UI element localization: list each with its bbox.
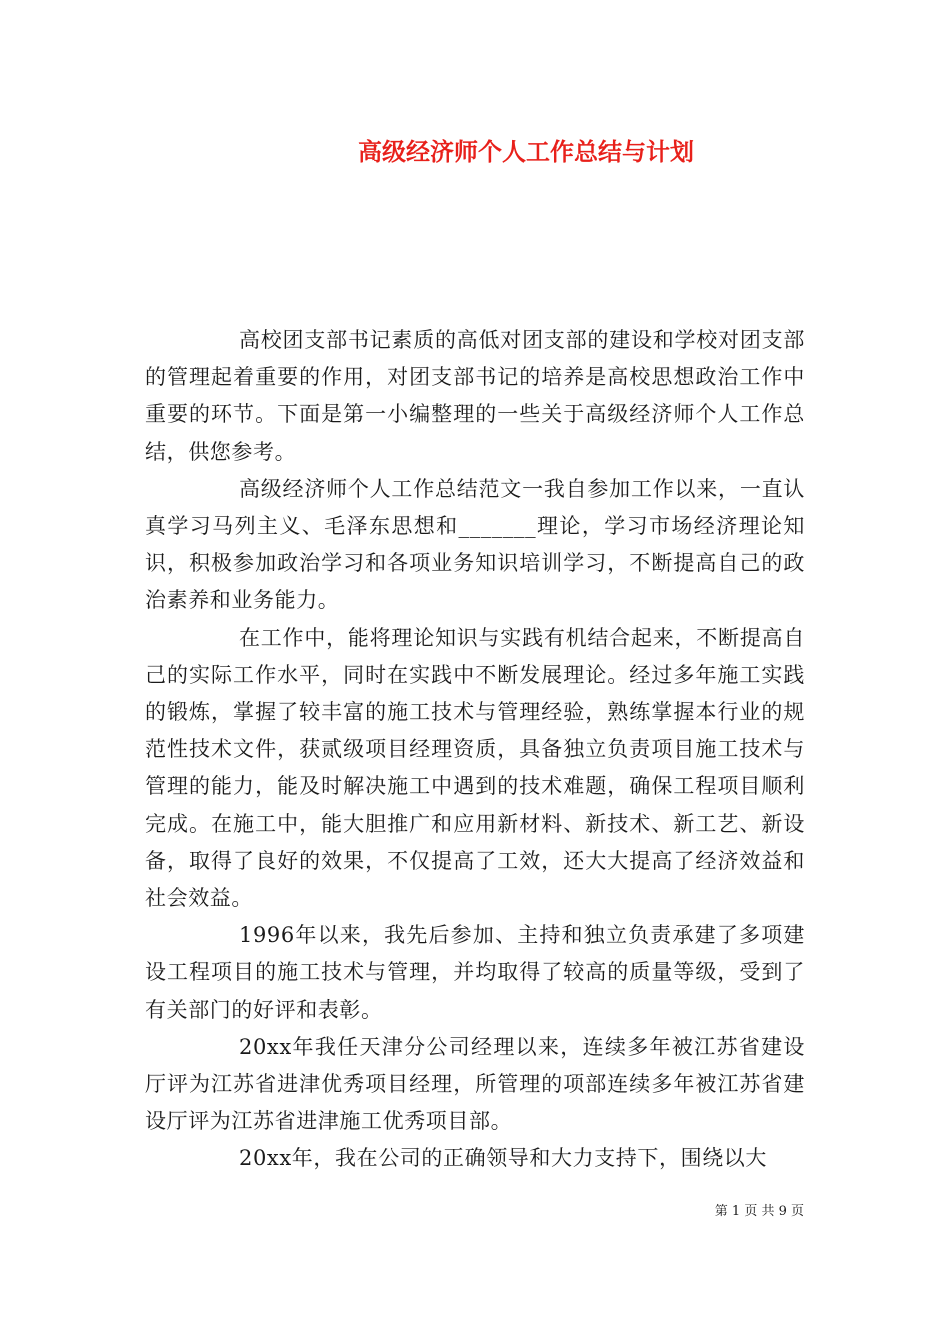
paragraph-tianjin: 20xx年我任天津分公司经理以来，连续多年被江苏省建设厅评为江苏省进津优秀项目经理，所管理的项部连续多年被江苏省建设厅评为江苏省进津施工优秀项目部。 — [145, 1034, 805, 1134]
paragraph-1996: 1996年以来，我先后参加、主持和独立负责承建了多项建设工程项目的施工技术与管理，并均取得了较高的质量等级，受到了有关部门的好评和表彰。 — [145, 923, 805, 1022]
document-title: 高级经济师个人工作总结与计划 — [358, 137, 694, 166]
document-body — [145, 322, 805, 1178]
paragraph-work-practice: 在工作中，能将理论知识与实践有机结合起来，不断提高自己的实际工作水平，同时在实践中不断发展理论。经过多年施工实践的锻炼，掌握了较丰富的施工技术与管理经验，熟练掌握本行业的规范性技术文件，获贰级项目经理资质，具备独立负责项目施工技术与管理的能力，能及时解决施工中遇到的技术难题，确保工程项目顺利完成。在施工中，能大胆推广和应用新材料、新技术、新工艺、新设备，取得了良好的效果，不仅提高了工效，还大大提高了经济效益和社会效益。 — [145, 625, 805, 911]
paragraph-sample-one: 高级经济师个人工作总结范文一我自参加工作以来，一直认真学习马列主义、毛泽东思想和_______理论，学习市场经济理论知识，积极参加政治学习和各项业务知识培训学习，不断提高自己的政治素养和业务能力。 — [145, 476, 805, 613]
paragraph-intro: 高校团支部书记素质的高低对团支部的建设和学校对团支部的管理起着重要的作用，对团支部书记的培养是高校思想政治工作中重要的环节。下面是第一小编整理的一些关于高级经济师个人工作总结，供您参考。 — [145, 328, 805, 464]
paragraph-20xx: 20xx年，我在公司的正确领导和大力支持下，围绕以大 — [239, 1146, 768, 1171]
page-number: 第 1 页 共 9 页 — [714, 1204, 804, 1219]
